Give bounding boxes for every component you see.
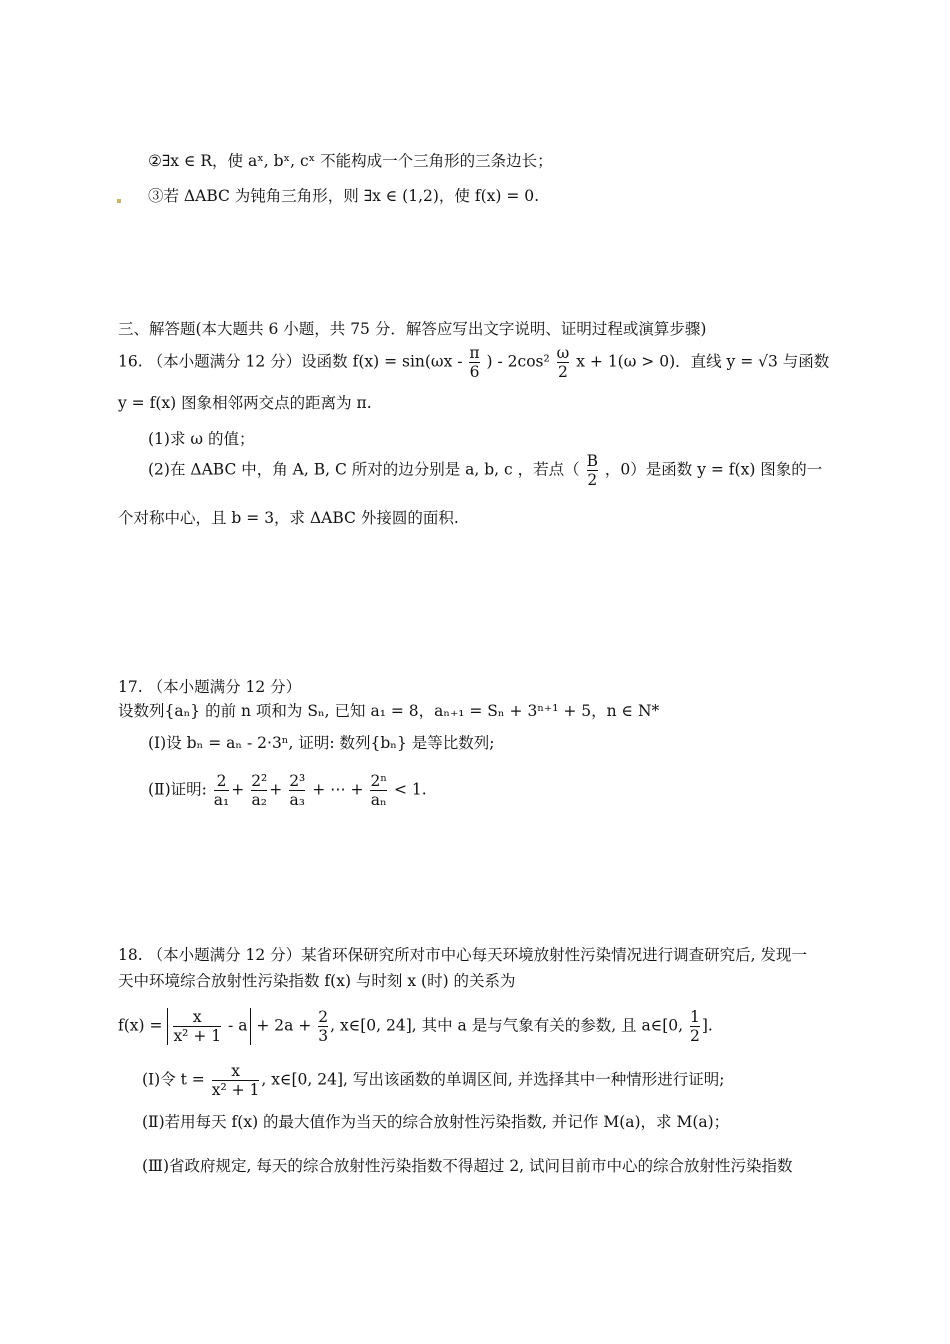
b-over-2 — [587, 452, 598, 489]
q16-text-b: ) - 2cos² — [486, 352, 555, 371]
minus-a: - a — [223, 1016, 248, 1035]
frac-num: 2 — [318, 1008, 329, 1026]
frac-n — [370, 772, 387, 809]
q16-text-c: x + 1(ω > 0)．直线 y = √3 与函数 — [576, 352, 830, 371]
dots: + ⋯ + — [312, 780, 364, 799]
q18-line1: 18. （本小题满分 12 分）某省环保研究所对市中心每天环境放射性污染情况进行调查研究后, 发现一 — [118, 946, 808, 964]
frac-num: 1 — [689, 1008, 700, 1026]
frac-num: 2 — [216, 772, 227, 790]
close-bracket: ]. — [701, 1016, 713, 1035]
frac-den: a₃ — [289, 791, 305, 809]
item-2: ②∃x ∈ R，使 aˣ, bˣ, cˣ 不能构成一个三角形的三条边长； — [148, 152, 553, 170]
frac-den: 2 — [587, 471, 598, 489]
q17-part2: (Ⅱ)证明: $\frac{2}{\text{a₁}}$ + $\frac{\text{2²}}{\text{a₂}}$ + $\frac{\text{2³}}{\text{a₃}}$ + ⋯ + $\frac{\text{2ⁿ}}{\text{aₙ}}$ < 1. — [148, 772, 427, 809]
frac-den: aₙ — [370, 791, 387, 809]
plus-2a: + 2a + — [256, 1016, 312, 1035]
frac-num: 2³ — [289, 772, 306, 790]
q18-p1-suffix: , x∈[0, 24], 写出该函数的单调区间, 并选择其中一种情形进行证明; — [261, 1070, 725, 1089]
two-thirds — [318, 1008, 328, 1045]
frac-den: a₁ — [213, 791, 230, 809]
frac-den: 3 — [318, 1027, 329, 1045]
x-over-x2p1 — [173, 1008, 221, 1045]
margin-mark — [117, 199, 121, 203]
frac-num: π — [469, 344, 480, 362]
q17-p2-prefix: (Ⅱ)证明: — [148, 780, 207, 799]
frac-num: 2² — [251, 772, 268, 790]
item-3: ③若 ΔABC 为钝角三角形，则 ∃x ∈ (1,2)，使 f(x) = 0. — [148, 187, 540, 205]
q17-title: 17. （本小题满分 12 分） — [118, 678, 302, 696]
q16-part2 — [148, 452, 822, 489]
q16-p2-text-b: ，0）是函数 y = f(x) 图象的一 — [604, 460, 823, 479]
q17-p2-suffix: < 1. — [394, 780, 427, 799]
t-fraction — [212, 1062, 260, 1099]
frac-1 — [214, 772, 229, 809]
frac-den: 2 — [689, 1027, 700, 1045]
q18-part1 — [142, 1062, 724, 1099]
frac-3 — [289, 772, 305, 809]
section-3-header: 三、解答题(本大题共 6 小题，共 75 分．解答应写出文字说明、证明过程或演算步骤) — [118, 320, 707, 338]
frac-num: x — [231, 1062, 240, 1080]
q17-part1: (Ⅰ)设 bₙ = aₙ - 2·3ⁿ, 证明: 数列{bₙ} 是等比数列; — [148, 734, 495, 752]
q18-formula — [118, 1008, 713, 1045]
q16-p2-text-a: (2)在 ΔABC 中，角 A, B, C 所对的边分别是 a, b, c ，若点（ — [148, 460, 580, 479]
q16-part1: (1)求 ω 的值； — [148, 430, 255, 448]
q16-part2-line2: 个对称中心，且 b = 3，求 ΔABC 外接圆的面积. — [118, 509, 459, 527]
frac-num: B — [586, 452, 598, 470]
q16-line2: y = f(x) 图象相邻两交点的距离为 π. — [118, 394, 372, 412]
q16-text-a: 16. （本小题满分 12 分）设函数 f(x) = sin(ωx - — [118, 352, 463, 371]
q18-line2: 天中环境综合放射性污染指数 f(x) 与时刻 x (时) 的关系为 — [118, 972, 516, 990]
one-half — [690, 1008, 700, 1045]
q18-p1-prefix: (Ⅰ)令 t = — [142, 1070, 205, 1089]
fx-label: f(x) = — [118, 1016, 163, 1035]
omega-over-2 — [557, 344, 570, 381]
q16-line1 — [118, 344, 829, 381]
domain-text: , x∈[0, 24], 其中 a 是与气象有关的参数, 且 a∈[0, — [330, 1016, 684, 1035]
q17-line1: 设数列{aₙ} 的前 n 项和为 Sₙ, 已知 a₁ = 8，aₙ₊₁ = Sₙ + 3ⁿ⁺¹ + 5，n ∈ N* — [118, 702, 660, 720]
pi-over-6 — [469, 344, 479, 381]
frac-num: ω — [556, 344, 570, 362]
q18-part2: (Ⅱ)若用每天 f(x) 的最大值作为当天的综合放射性污染指数, 并记作 M(a)，求 M(a)； — [142, 1113, 730, 1131]
frac-den: a₂ — [251, 791, 267, 809]
frac-den: 2 — [558, 363, 568, 381]
frac-num: x — [192, 1008, 202, 1026]
frac-den: x² + 1 — [173, 1027, 222, 1045]
abs-value — [167, 1008, 251, 1045]
frac-num: 2ⁿ — [370, 772, 388, 790]
frac-den: 6 — [469, 363, 480, 381]
frac-den: x² + 1 — [211, 1081, 260, 1099]
frac-2 — [251, 772, 267, 809]
q18-part3: (Ⅲ)省政府规定, 每天的综合放射性污染指数不得超过 2, 试问目前市中心的综合放射性污染指数 — [142, 1157, 793, 1175]
